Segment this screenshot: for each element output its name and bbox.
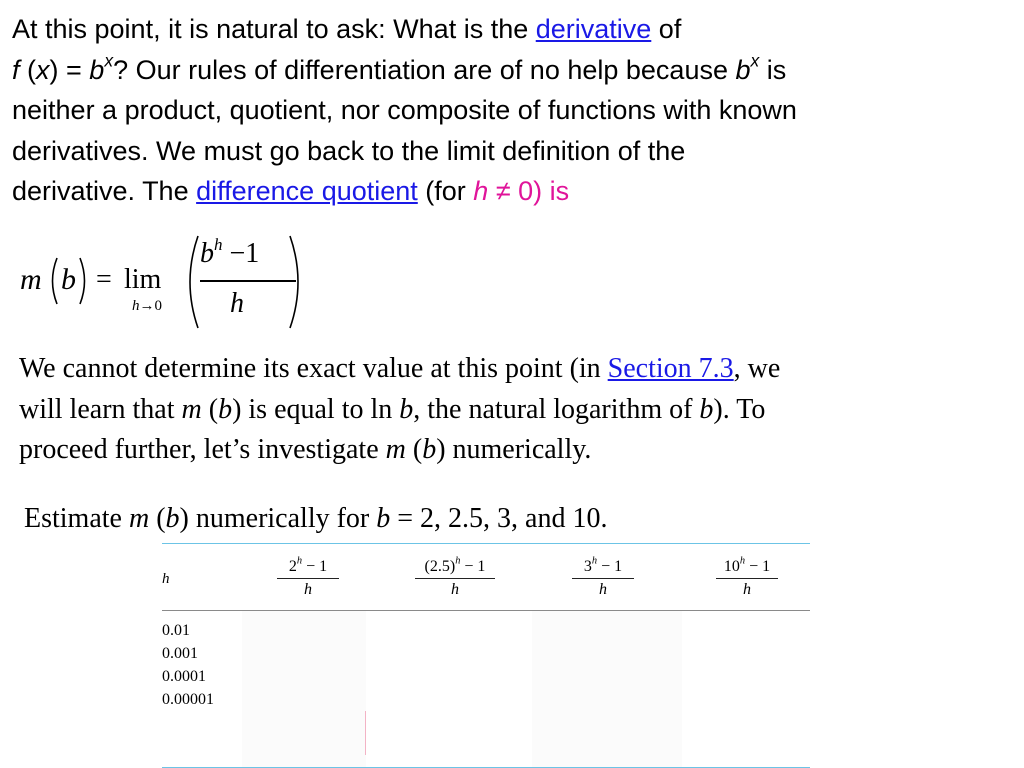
table-row: 0.01 bbox=[162, 622, 190, 639]
explanation-paragraph bbox=[19, 349, 1009, 471]
section-7-3-link[interactable]: Section 7.3 bbox=[607, 353, 734, 384]
formula-lim: lim bbox=[124, 264, 162, 295]
right-paren-icon bbox=[77, 256, 91, 306]
formula-denominator: h bbox=[230, 288, 244, 319]
intro-line-4: derivatives. We must go back to the limit definition of the bbox=[12, 135, 686, 166]
table-row: 0.001 bbox=[162, 645, 198, 662]
intro-line-1: At this point, it is natural to ask: What is the derivative of bbox=[12, 14, 682, 44]
column-band bbox=[242, 611, 366, 767]
table-row: 0.0001 bbox=[162, 668, 206, 685]
intro-paragraph bbox=[12, 9, 1020, 212]
difference-quotient-formula bbox=[20, 232, 310, 332]
task-statement: Estimate m (b) numerically for b = 2, 2.5, 3, and 10. bbox=[24, 503, 608, 534]
intro-line-5: derivative. The difference quotient (for h ≠ 0) is bbox=[12, 176, 570, 206]
formula-lim-subscript: h→0 bbox=[132, 298, 162, 314]
table-row: 0.00001 bbox=[162, 691, 214, 708]
explanation-line-2: will learn that m (b) is equal to ln b, the natural logarithm of b). To bbox=[19, 393, 766, 425]
explanation-line-3: proceed further, let’s investigate m (b) numerically. bbox=[19, 434, 592, 465]
formula-b: b bbox=[61, 263, 76, 296]
difference-quotient-link[interactable]: difference quotient bbox=[196, 176, 418, 206]
left-paren-icon bbox=[46, 256, 60, 306]
header-h: h bbox=[162, 571, 170, 587]
formula-numerator: $b^h -1$ bbox=[200, 235, 260, 269]
h-values-column bbox=[162, 619, 214, 711]
header-col-3: $3^h - 1$ h bbox=[548, 558, 658, 599]
table-top-rule bbox=[162, 543, 810, 544]
derivative-link[interactable]: derivative bbox=[535, 14, 652, 44]
big-left-paren-icon bbox=[180, 234, 202, 330]
column-band bbox=[532, 611, 682, 767]
h-condition: h ≠ 0) is bbox=[473, 176, 570, 206]
header-col-2: $2^h - 1$ h bbox=[253, 558, 363, 599]
intro-line-2: f $(x) = b^x$? Our rules of differentiation are of no help because $b^x$ is bbox=[12, 50, 787, 85]
table-mark bbox=[365, 711, 366, 755]
formula-m: m bbox=[20, 263, 42, 296]
header-col-10: $10^h - 1$ h bbox=[692, 558, 802, 599]
fraction-bar bbox=[200, 280, 296, 282]
estimate-table bbox=[162, 543, 810, 768]
formula-equals: = bbox=[96, 264, 112, 295]
header-col-2-5: $(2.5)^h - 1$ h bbox=[400, 558, 510, 599]
intro-line-3: neither a product, quotient, nor composite of functions with known bbox=[12, 95, 797, 125]
explanation-line-1: We cannot determine its exact value at this point (in Section 7.3, we bbox=[19, 353, 781, 384]
big-right-paren-icon bbox=[286, 234, 308, 330]
